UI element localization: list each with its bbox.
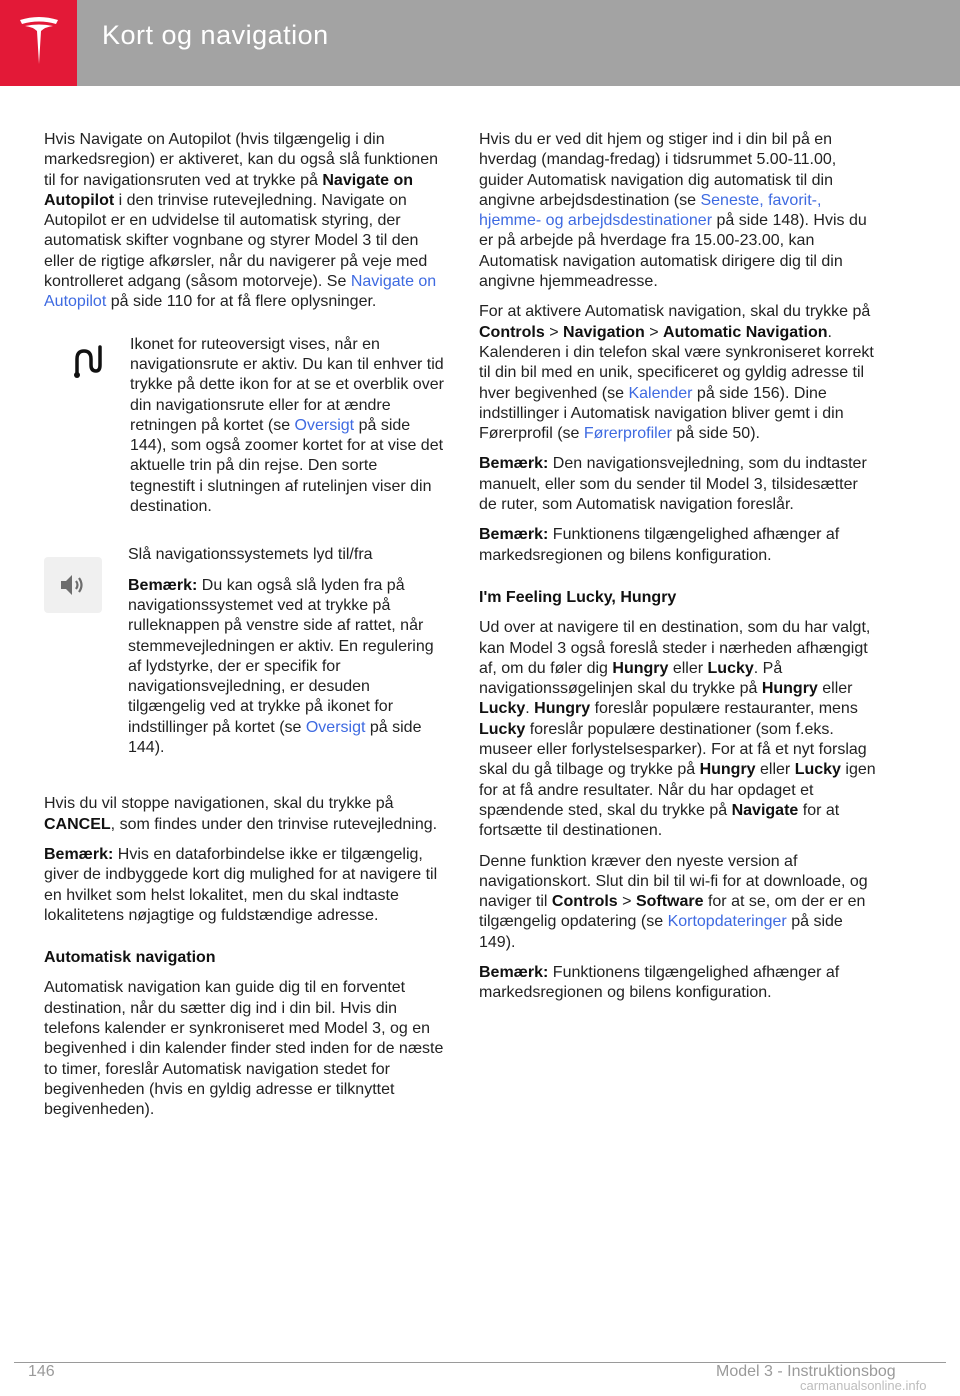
note: Bemærk: Hvis en dataforbindelse ikke er tilgængelig, giver de indbyggede kort dig mulighed for at navigere til en hvilket som helst lokalitet, men du skal indtaste lokalitetens nøjagtige og fuldstændige adresse. xyxy=(44,845,438,924)
watermark: carmanualsonline.info xyxy=(800,1378,927,1393)
link-kalender[interactable]: Kalender xyxy=(628,384,693,402)
note: Bemærk: Funktionens tilgængelighed afhænger af markedsregionen og bilens konfiguration. xyxy=(479,526,840,564)
paragraph: Automatisk navigation kan guide dig til en forventet destination, når du sætter dig ind i din bil. Hvis din telefons kalender er synkroniseret med Model 3, og en begivenhed i din kalender finder sted inden for de næste to timer, foreslår Automatisk navigation stedet for begivenheden (hvis en gyldig adresse er tilknyttet begivenheden). xyxy=(44,979,444,1119)
section-heading: I'm Feeling Lucky, Hungry xyxy=(479,588,677,606)
paragraph: Denne funktion kræver den nyeste version af navigationskort. Slut din bil til wi-fi for at downloade, og naviger til Controls > Software for at se, om der er en tilgængelig opdatering (se Kortopdateringer på side 149). xyxy=(479,852,868,951)
sound-toggle-row xyxy=(44,545,444,768)
route-overview-text: Ikonet for ruteoversigt vises, når en navigationsrute er aktiv. Du kan til enhver tid trykke på dette ikon for at se et overblik over din navigationsrute eller for at ændre retningen på kortet (se Oversigt på side 144), som også zoomer kortet for at vise det aktuelle trin på din rejse. Den sorte tegnestift i slutningen af rutelinjen viser din destination. xyxy=(130,335,444,516)
link-kortopdateringer[interactable]: Kortopdateringer xyxy=(667,913,787,931)
tesla-logo xyxy=(0,0,77,86)
note: Bemærk: Funktionens tilgængelighed afhænger af markedsregionen og bilens konfiguration. xyxy=(479,963,840,1002)
left-column xyxy=(44,130,444,1130)
link-oversigt[interactable]: Oversigt xyxy=(305,718,366,736)
note: Bemærk: Du kan også slå lyden fra på navigationssystemet ved at trykke på rulleknappen på venstre side af rattet, når stemmevejledningen er aktiv. En regulering af lydstyrke, der er specifik for navigationsvejledning, er desuden tilgængelig ved at trykke på ikonet for indstillinger på kortet (se Oversigt på side 144). xyxy=(128,576,434,757)
right-column xyxy=(479,130,879,1014)
tesla-logo-icon xyxy=(17,14,61,66)
speaker-icon xyxy=(58,572,88,598)
link-forerprofiler[interactable]: Førerprofiler xyxy=(583,425,672,443)
paragraph: Hvis Navigate on Autopilot (hvis tilgængelig i din markedsregion) er aktiveret, kan du også slå funktionen til for navigationsruten ved at trykke på Navigate on Autopilot i den trinvise rutevejledning. Navigate on Autopilot er en udvidelse til automatisk styring, der automatisk skifter vognbane og styrer Model 3 til den eller de rigtige afkørsler, når du navigerer på veje med kontrolleret adgang (såsom motorveje). Se Navigate on Autopilot på side 110 for at få flere oplysninger. xyxy=(44,131,438,311)
document-title: Model 3 - Instruktionsbog xyxy=(716,1363,896,1380)
speaker-icon-box xyxy=(44,557,102,613)
route-overview-row xyxy=(44,335,444,518)
route-overview-icon xyxy=(69,341,105,381)
paragraph: For at aktivere Automatisk navigation, skal du trykke på Controls > Navigation > Automatic Navigation. Kalenderen i din telefon skal være synkroniseret korrekt til din bil med en unik, specificeret og gyldig adresse til hver begivenhed (se Kalender på side 156). Dine indstillinger i Automatisk navigation bliver gemt i din Førerprofil (se Førerprofiler på side 50). xyxy=(479,303,874,443)
sound-toggle-text xyxy=(128,545,444,768)
note: Bemærk: Den navigationsvejledning, som du indtaster manuelt, eller som du sender til Model 3, tilsidesætter de ruter, som Automatisk navigation foreslår. xyxy=(479,455,867,514)
page-title: Kort og navigation xyxy=(102,20,329,50)
link-navigate-on-autopilot[interactable]: Navigate on Autopilot xyxy=(44,273,437,311)
paragraph: Hvis du vil stoppe navigationen, skal du trykke på CANCEL, som findes under den trinvise rutevejledning. xyxy=(44,795,438,833)
sound-toggle-title: Slå navigationssystemets lyd til/fra xyxy=(128,546,373,564)
link-oversigt[interactable]: Oversigt xyxy=(294,416,355,434)
page-number: 146 xyxy=(28,1363,55,1380)
paragraph: Hvis du er ved dit hjem og stiger ind i din bil på en hverdag (mandag-fredag) i tidsrummet 5.00-11.00, guider Automatisk navigation dig automatisk til din angivne arbejdsdestination (se Seneste, favorit-, hjemme- og arbejdsdestinationer på side 148). Hvis du er på arbejde på hverdage fra 15.00-23.00, kan Automatisk navigation automatisk dirigere dig til din angivne hjemmeadresse. xyxy=(479,131,867,291)
paragraph: Ud over at navigere til en destination, som du har valgt, kan Model 3 også foreslå steder i nærheden afhængigt af, om du føler dig Hungry eller Lucky. På navigationssøgelinjen skal du trykke på Hungry eller Lucky. Hungry foreslår populære restauranter, mens Lucky foreslår populære destinationer (som f.eks. museer eller forlystelsesparker). For at få et nyt forslag skal du gå tilbage og trykke på Hungry eller Lucky igen for at få andre resultater. Når du har opdaget et spændende sted, skal du trykke på Navigate for at fortsætte til destinationen. xyxy=(479,619,876,840)
section-heading: Automatisk navigation xyxy=(44,949,216,967)
page-header xyxy=(0,0,960,86)
link-seneste-destinationer[interactable]: Seneste, favorit-, hjemme- og arbejdsdestinationer xyxy=(479,191,822,230)
